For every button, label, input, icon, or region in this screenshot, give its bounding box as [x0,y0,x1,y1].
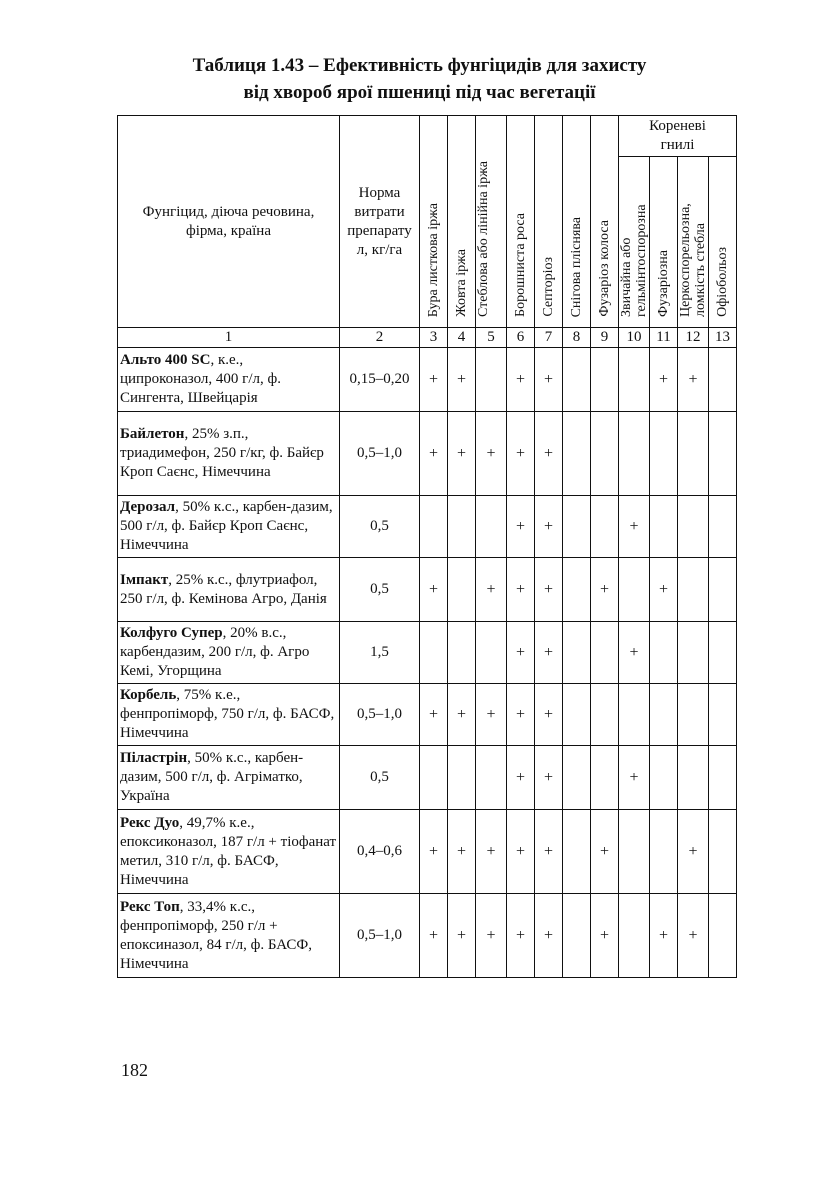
effect-mark: + [591,894,619,978]
header-disease: Фузаріоз колоса [591,116,619,328]
header-root-rot: Фузаріозна [650,157,678,328]
fungicide-cell [118,810,340,894]
effect-mark: + [619,622,650,684]
fungicide-cell [118,558,340,622]
effect-mark: + [650,894,678,978]
column-number: 4 [448,328,476,348]
table-row [118,348,737,412]
fungicide-name: Байлетон [120,426,185,442]
effect-mark: + [507,746,535,810]
effect-mark [709,412,737,496]
norm-cell: 0,5 [340,558,420,622]
effect-mark [476,746,507,810]
effect-mark [563,746,591,810]
effect-mark [678,558,709,622]
effect-mark: + [420,558,448,622]
effect-mark [619,894,650,978]
effect-mark [678,622,709,684]
effect-mark [591,412,619,496]
effect-mark [678,412,709,496]
effect-mark [563,894,591,978]
fungicide-cell [118,496,340,558]
effect-mark: + [619,746,650,810]
effect-mark [678,496,709,558]
norm-cell: 1,5 [340,622,420,684]
column-number: 9 [591,328,619,348]
table-row [118,894,737,978]
fungicide-description: , к.е., ципроконазол, 400 г/л, ф. Сингента, Швейцарія [120,352,281,406]
effect-mark [709,496,737,558]
header-disease: Стеблова або лінійна іржа [476,116,507,328]
effect-mark: + [619,496,650,558]
fungicide-cell [118,622,340,684]
fungicide-name: Альто 400 SC [120,352,211,368]
column-number: 6 [507,328,535,348]
effect-mark: + [650,558,678,622]
effect-mark [420,622,448,684]
effect-mark [709,894,737,978]
effect-mark [650,412,678,496]
effect-mark: + [507,810,535,894]
table-row [118,746,737,810]
effect-mark: + [507,496,535,558]
fungicide-name: Колфуго Супер [120,625,223,641]
effect-mark: + [448,348,476,412]
effect-mark [476,622,507,684]
effect-mark [678,684,709,746]
header-root-rot: Офіобольоз [709,157,737,328]
column-number: 13 [709,328,737,348]
page-number: 182 [121,1060,148,1080]
fungicide-cell [118,746,340,810]
effect-mark [563,496,591,558]
effect-mark [709,622,737,684]
header-root-rot: Звичайна або гельмінтоспорозна [619,157,650,328]
column-number: 11 [650,328,678,348]
effect-mark: + [507,348,535,412]
effect-mark [591,496,619,558]
effect-mark: + [448,894,476,978]
header-disease: Снігова пліснява [563,116,591,328]
effect-mark: + [678,810,709,894]
effect-mark [619,558,650,622]
effect-mark [619,810,650,894]
effect-mark: + [476,558,507,622]
effect-mark [476,496,507,558]
table-row [118,558,737,622]
effect-mark [448,496,476,558]
effect-mark: + [678,348,709,412]
effect-mark: + [420,412,448,496]
effect-mark [448,622,476,684]
effect-mark [591,348,619,412]
norm-cell: 0,5–1,0 [340,684,420,746]
fungicide-name: Дерозал [120,499,176,515]
effect-mark [591,684,619,746]
effect-mark: + [535,348,563,412]
fungicide-name: Корбель [120,687,177,703]
effect-mark [420,746,448,810]
effect-mark [650,810,678,894]
norm-cell: 0,5–1,0 [340,412,420,496]
fungicide-cell [118,412,340,496]
column-number: 5 [476,328,507,348]
header-disease: Жовта іржа [448,116,476,328]
effect-mark [420,496,448,558]
effect-mark: + [507,622,535,684]
column-number: 1 [118,328,340,348]
column-number: 8 [563,328,591,348]
effect-mark: + [420,348,448,412]
effect-mark: + [535,810,563,894]
fungicide-cell [118,684,340,746]
column-number: 7 [535,328,563,348]
effect-mark: + [420,684,448,746]
fungicide-description: , 50% к.с., карбен-дазим, 500 г/л, ф. Байєр Кроп Саєнс, Німеччина [120,499,333,553]
fungicide-description: , 33,4% к.с., фенпропіморф, 250 г/л + епоксиназол, 84 г/л, ф. БАСФ, Німеччина [120,898,312,972]
effect-mark [563,684,591,746]
fungicide-description: , 50% к.с., карбен-дазим, 500 г/л, ф. Агріматко, Україна [120,750,304,804]
effect-mark: + [448,412,476,496]
effect-mark [709,684,737,746]
effect-mark [678,746,709,810]
fungicide-table [117,115,737,978]
effect-mark: + [591,810,619,894]
effect-mark [709,810,737,894]
effect-mark: + [650,348,678,412]
effect-mark [619,412,650,496]
header-root-rots: Кореневі гнилі [619,116,737,157]
effect-mark: + [535,746,563,810]
effect-mark: + [476,894,507,978]
effect-mark [563,558,591,622]
fungicide-name: Рекс Дуо [120,814,180,831]
effect-mark [619,684,650,746]
effect-mark [650,746,678,810]
effect-mark: + [535,412,563,496]
table-row [118,622,737,684]
table-title-line-1: Таблиця 1.43 – Ефективність фунгіцидів для захисту [192,55,647,76]
norm-cell: 0,5 [340,746,420,810]
fungicide-description: , 49,7% к.е., епоксиконазол, 187 г/л + тіофанат метил, 310 г/л, ф. БАСФ, Німеччина [120,814,337,888]
effect-mark [563,348,591,412]
effect-mark: + [420,810,448,894]
effect-mark: + [476,810,507,894]
table-row [118,684,737,746]
effect-mark: + [448,810,476,894]
fungicide-name: Піластрін [120,750,188,766]
norm-cell: 0,5–1,0 [340,894,420,978]
fungicide-cell [118,894,340,978]
effect-mark [563,810,591,894]
effect-mark [448,558,476,622]
effect-mark [591,746,619,810]
effect-mark: + [507,894,535,978]
table-title-line-2: від хвороб ярої пшениці під час вегетації [243,82,596,103]
effect-mark: + [535,558,563,622]
table-row [118,810,737,894]
effect-mark [709,746,737,810]
header-fungicide: Фунгіцид, діюча речовина, фірма, країна [118,116,340,328]
effect-mark: + [448,684,476,746]
effect-mark: + [678,894,709,978]
norm-cell: 0,15–0,20 [340,348,420,412]
effect-mark [650,496,678,558]
effect-mark [650,684,678,746]
effect-mark: + [591,558,619,622]
fungicide-description: , 25% з.п., триадимефон, 250 г/кг, ф. Байєр Кроп Саєнс, Німеччина [120,426,324,480]
effect-mark [591,622,619,684]
fungicide-cell [118,348,340,412]
effect-mark [448,746,476,810]
effect-mark: + [535,894,563,978]
column-number: 2 [340,328,420,348]
effect-mark: + [507,412,535,496]
fungicide-description: , 20% в.с., карбендазим, 200 г/л, ф. Агро Кемі, Угорщина [120,625,310,679]
table-row [118,412,737,496]
column-number: 12 [678,328,709,348]
norm-cell: 0,4–0,6 [340,810,420,894]
header-root-rot: Церкоспорельозна, ломкість стебла [678,157,709,328]
fungicide-name: Імпакт [120,571,169,588]
effect-mark: + [476,412,507,496]
fungicide-description: , 25% к.с., флутриафол, 250 г/л, ф. Кемінова Агро, Данія [120,571,327,607]
column-number: 10 [619,328,650,348]
effect-mark: + [535,622,563,684]
effect-mark: + [535,684,563,746]
effect-mark [619,348,650,412]
effect-mark: + [507,684,535,746]
fungicide-description: , 75% к.е., фенпропіморф, 750 г/л, ф. БАСФ, Німеччина [120,687,335,741]
effect-mark [563,622,591,684]
effect-mark: + [420,894,448,978]
column-number: 3 [420,328,448,348]
effect-mark [563,412,591,496]
norm-cell: 0,5 [340,496,420,558]
fungicide-name: Рекс Топ [120,898,180,915]
effect-mark [709,558,737,622]
table-row [118,496,737,558]
effect-mark: + [507,558,535,622]
header-disease: Септоріоз [535,116,563,328]
effect-mark [709,348,737,412]
header-disease: Борошниста роса [507,116,535,328]
effect-mark [476,348,507,412]
header-norm: Норма витрати препарату л, кг/га [340,116,420,328]
effect-mark [650,622,678,684]
effect-mark: + [535,496,563,558]
header-disease: Бура листкова іржа [420,116,448,328]
effect-mark: + [476,684,507,746]
